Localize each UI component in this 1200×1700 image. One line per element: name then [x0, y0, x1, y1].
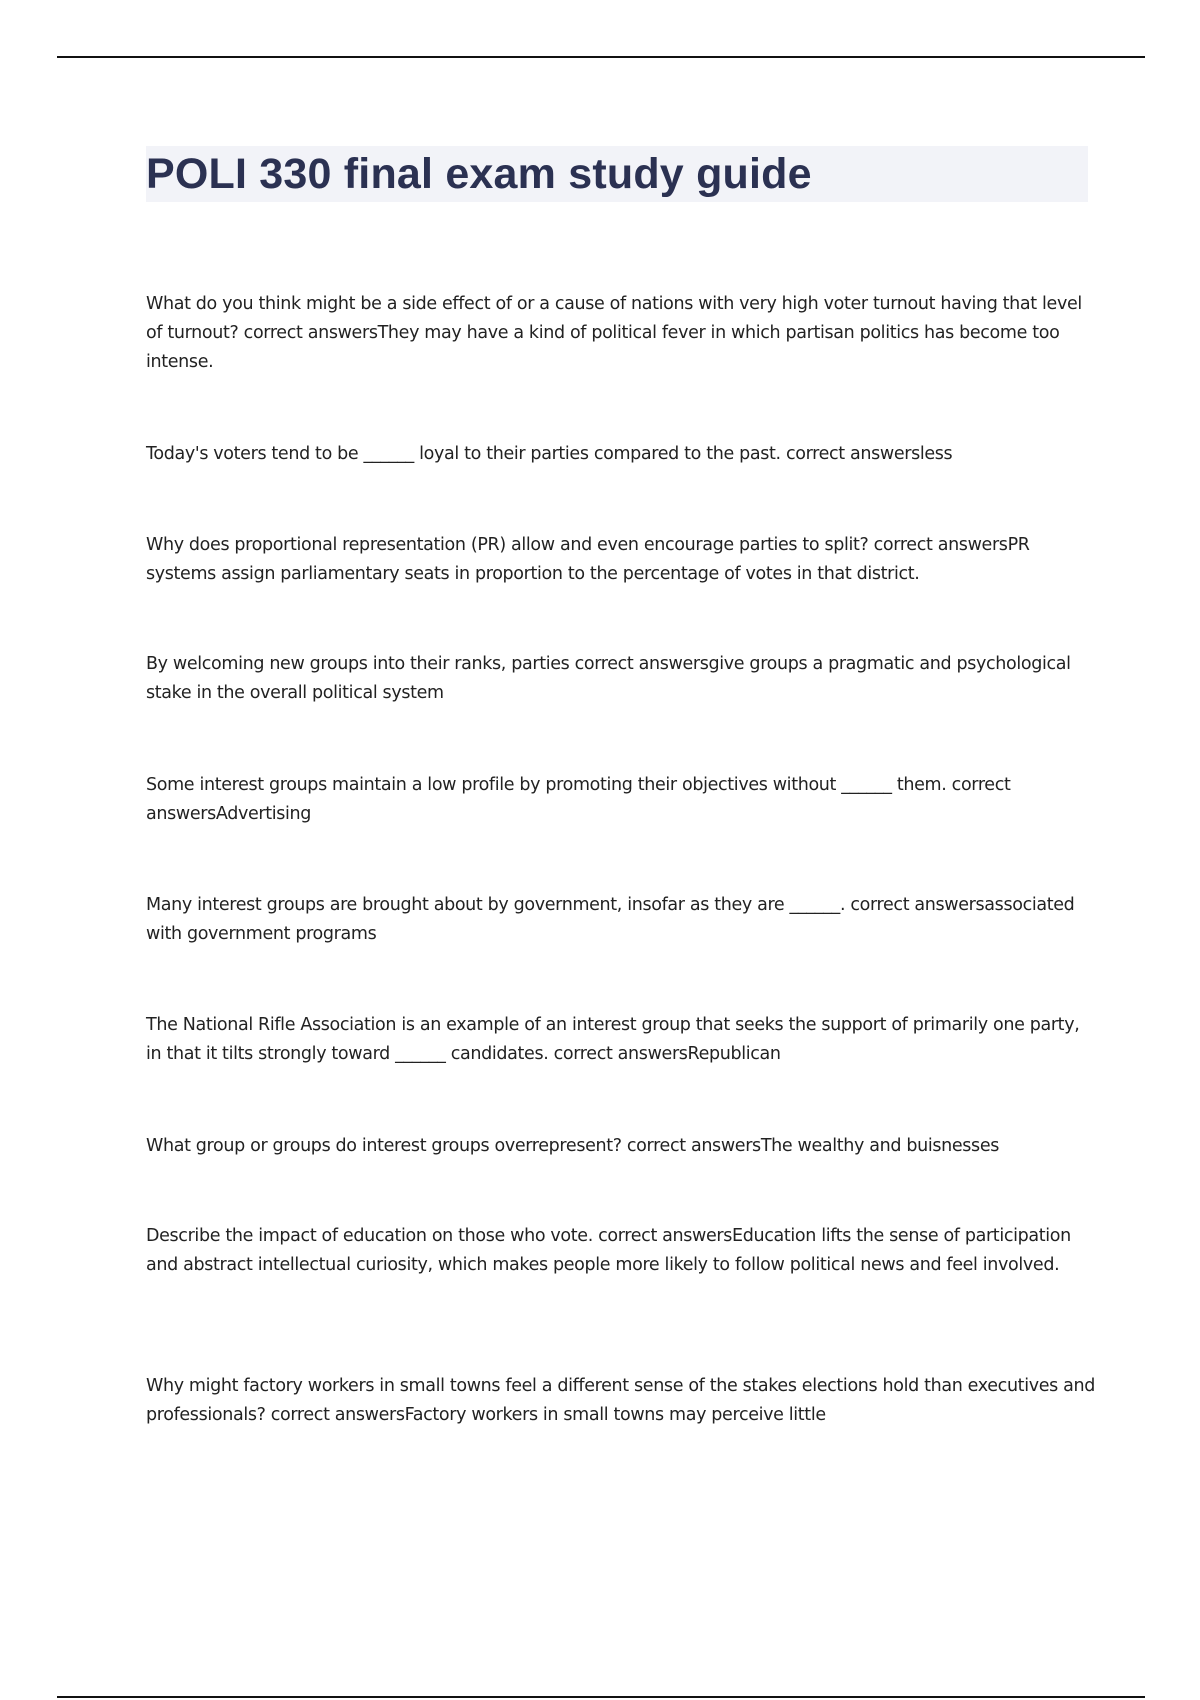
qa-entry: By welcoming new groups into their ranks, parties correct answersgive groups a pragmatic and psychological stake in the overall political system: [146, 654, 1071, 703]
qa-entry: What group or groups do interest groups overrepresent? correct answersThe wealthy and buisnesses: [146, 1136, 1000, 1156]
qa-entry: Describe the impact of education on those who vote. correct answersEducation lifts the sense of participation and abstract intellectual curiosity, which makes people more likely to follow political news and feel involved.: [146, 1226, 1071, 1275]
qa-entry: Why does proportional representation (PR) allow and even encourage parties to split? correct answersPR systems assign parliamentary seats in proportion to the percentage of votes in that district.: [146, 535, 1030, 584]
qa-entry: Why might factory workers in small towns feel a different sense of the stakes elections hold than executives and professionals? correct answersFactory workers in small towns may perceive little: [146, 1376, 1095, 1425]
header-rule: [57, 56, 1145, 58]
page-title: POLI 330 final exam study guide: [146, 150, 812, 198]
footer-rule: [57, 1696, 1145, 1698]
qa-entry: Some interest groups maintain a low profile by promoting their objectives without ______ them. correct answersAdvertising: [146, 775, 1011, 824]
qa-entry: The National Rifle Association is an example of an interest group that seeks the support of primarily one party, in that it tilts strongly toward ______ candidates. correct answersRepublican: [146, 1015, 1080, 1064]
qa-entry: Today's voters tend to be ______ loyal to their parties compared to the past. correct answersless: [146, 444, 953, 464]
qa-entry: What do you think might be a side effect of or a cause of nations with very high voter turnout having that level of turnout? correct answersThey may have a kind of political fever in which partisan politics has become too intense.: [146, 294, 1082, 372]
title-banner: [146, 146, 1088, 202]
qa-entry: Many interest groups are brought about by government, insofar as they are ______. correct answersassociated with government programs: [146, 895, 1075, 944]
